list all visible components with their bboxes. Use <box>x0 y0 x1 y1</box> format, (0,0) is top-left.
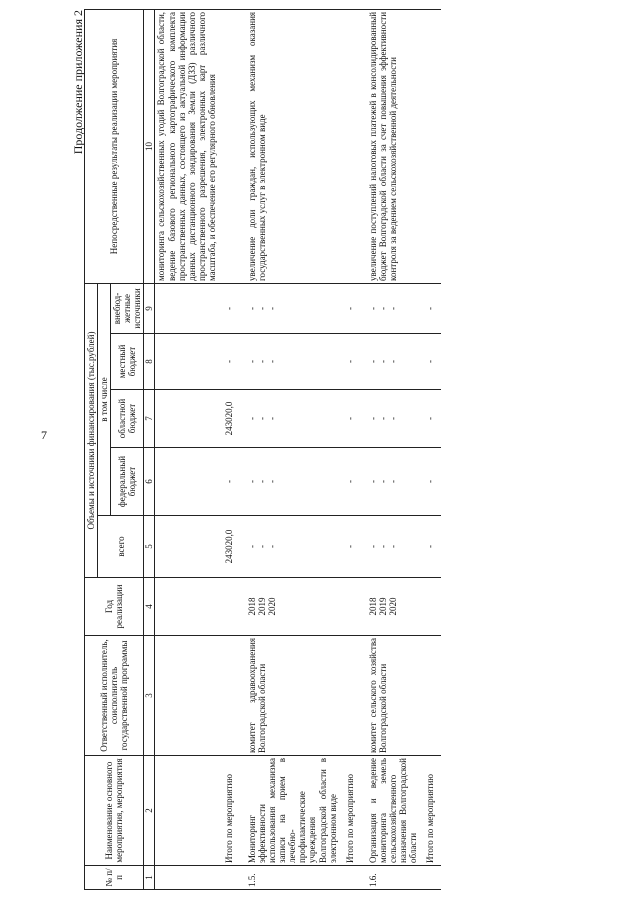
total-value: - - - <box>246 516 339 578</box>
column-number: 8 <box>144 334 155 390</box>
years-cell: 2018 2019 2020 <box>367 578 419 636</box>
table-row <box>367 9 419 889</box>
header-local: местный бюджет <box>111 334 144 390</box>
total-label: Итого по мероприятию <box>419 756 441 866</box>
header-results: Непосредственные результаты реализации мероприятия <box>85 9 144 283</box>
results-cell: увеличение доли граждан, использующих механизм оказания государственных услуг в электронном виде <box>246 9 339 283</box>
total-value: 243020,0 <box>218 516 240 578</box>
local-value: - - - <box>367 334 419 390</box>
results-cell: увеличение поступлений налоговых платежей в консолидированный бюджет Волгоградской области за счет повышения эффективности контроля за ведением сельскохозяйственной деятельности <box>367 9 419 283</box>
regional-value: - - - <box>246 390 339 448</box>
column-number: 10 <box>144 9 155 283</box>
header-including: в том числе <box>98 283 111 515</box>
column-number: 1 <box>144 866 155 890</box>
row-number: 1.5. <box>246 866 339 890</box>
regional-value: - <box>339 390 361 448</box>
federal-value: - <box>218 448 240 516</box>
page-number: 7 <box>41 428 47 442</box>
federal-value: - <box>419 448 441 516</box>
total-row <box>419 9 441 889</box>
header-funding: Объемы и источники финансирования (тыс.рублей) <box>85 283 98 577</box>
rotated-content <box>72 10 592 890</box>
header-year: Год реализации <box>85 578 144 636</box>
extrabudget-value: - <box>419 283 441 333</box>
years-cell: 2018 2019 2020 <box>246 578 339 636</box>
regional-value: 243020,0 <box>218 390 240 448</box>
header-no: № п/п <box>85 866 144 890</box>
column-number: 6 <box>144 448 155 516</box>
local-value: - <box>339 334 361 390</box>
total-row <box>339 9 361 889</box>
regional-value: - <box>419 390 441 448</box>
column-number: 7 <box>144 390 155 448</box>
extrabudget-value: - <box>218 283 240 333</box>
column-number: 3 <box>144 636 155 756</box>
column-number: 4 <box>144 578 155 636</box>
total-label: Итого по мероприятию <box>218 756 240 866</box>
regional-value: - - - <box>367 390 419 448</box>
header-extrabudget: внебюд-жетные источники <box>111 283 144 333</box>
column-number: 2 <box>144 756 155 866</box>
extrabudget-value: - <box>339 283 361 333</box>
federal-value: - - - <box>367 448 419 516</box>
federal-value: - - - <box>246 448 339 516</box>
appendix-note: Продолжение приложения 2 <box>71 10 85 155</box>
executor-cell: комитет здравоохранения Волгоградской области <box>246 636 339 756</box>
activity-name: Мониторинг эффективности использования механизма записи на прием в лечебно-профилактические учреждения Волгоградской области в электронном виде <box>246 756 339 866</box>
header-executor: Ответственный исполнитель, соисполнитель государственной программы <box>85 636 144 756</box>
activity-name: Организация и ведение мониторинга земель сельскохозяйственного назначения Волгоградской области <box>367 756 419 866</box>
table-row <box>155 9 218 889</box>
header-total: всего <box>98 516 144 578</box>
total-row <box>218 9 240 889</box>
row-number: 1.6. <box>367 866 419 890</box>
total-label: Итого по мероприятию <box>339 756 361 866</box>
extrabudget-value: - - - <box>246 283 339 333</box>
column-number: 5 <box>144 516 155 578</box>
total-value: - <box>339 516 361 578</box>
local-value: - - - <box>246 334 339 390</box>
rotated-page-area <box>72 10 592 890</box>
local-value: - <box>419 334 441 390</box>
local-value: - <box>218 334 240 390</box>
total-value: - - - <box>367 516 419 578</box>
federal-value: - <box>339 448 361 516</box>
header-regional: областной бюджет <box>111 390 144 448</box>
column-number: 9 <box>144 283 155 333</box>
header-federal: федеральный бюджет <box>111 448 144 516</box>
header-name: Наименование основного мероприятия, мероприятия <box>85 756 144 866</box>
program-activities-table <box>84 9 441 890</box>
results-cell: мониторинга сельскохозяйственных угодий Волгоградской области, ведение базового регионального картографического комплекта пространственных данных, состоящего из актуальной информации данных дистанционного зондирования Земли (ДЗЗ) различного пространственного разрешения, электронных карт различного масштаба, и обеспечение его регулярного обновления <box>155 9 218 283</box>
total-value: - <box>419 516 441 578</box>
table-row <box>246 9 339 889</box>
extrabudget-value: - - - <box>367 283 419 333</box>
executor-cell: комитет сельского хозяйства Волгоградской области <box>367 636 419 756</box>
